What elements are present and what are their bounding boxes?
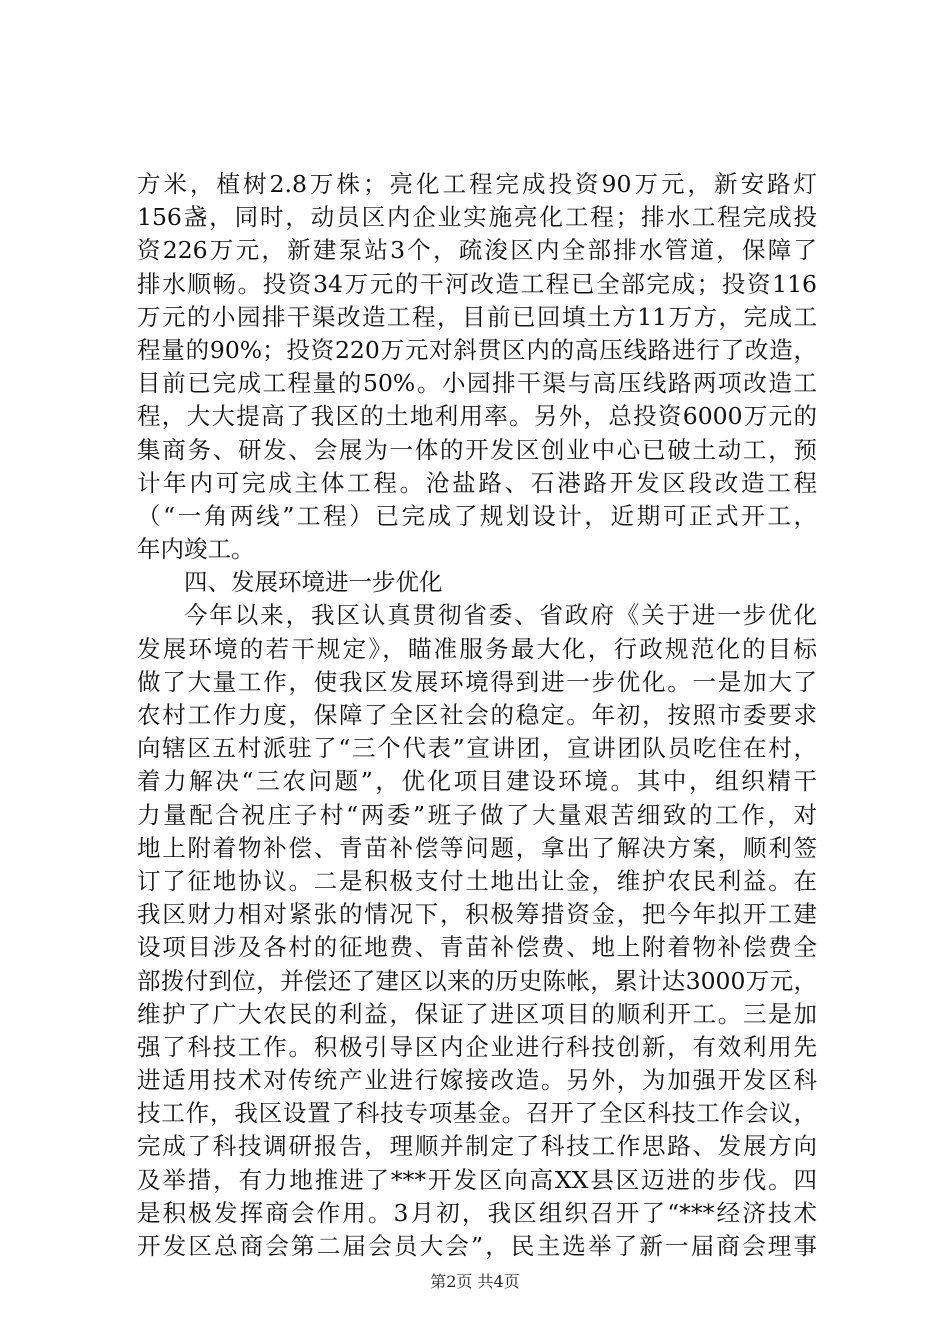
paragraph-line: 年内竣工。: [137, 535, 255, 564]
paragraph-line: 做了大量工作，使我区发展环境得到进一步优化。一是加大了: [137, 667, 817, 696]
paragraph-line: 156盏，同时，动员区内企业实施亮化工程；排水工程完成投: [137, 203, 817, 232]
paragraph-line: 技工作，我区设置了科技专项基金。召开了全区科技工作会议，: [137, 1099, 817, 1128]
paragraph-line: （“一角两线”工程）已完成了规划设计，近期可正式开工，: [137, 501, 817, 530]
paragraph-line: 着力解决“三农问题”，优化项目建设环境。其中，组织精干: [137, 767, 817, 796]
paragraph-line: 农村工作力度，保障了全区社会的稳定。年初，按照市委要求: [137, 701, 817, 729]
page-footer: 第2页 共4页: [430, 1272, 520, 1291]
paragraph-line: 排水顺畅。投资34万元的干河改造工程已全部完成；投资116: [137, 269, 817, 298]
paragraph-line: 向辖区五村派驻了“三个代表”宣讲团，宣讲团队员吃住在村，: [137, 734, 817, 763]
paragraph-line: 力量配合祝庄子村“两委”班子做了大量艰苦细致的工作，对: [137, 800, 817, 829]
section-heading: 四、发展环境进一步优化: [184, 568, 443, 597]
paragraph-line: 维护了广大农民的利益，保证了进区项目的顺利开工。三是加: [137, 999, 817, 1028]
paragraph-line: 集商务、研发、会展为一体的开发区创业中心已破土动工，预: [137, 435, 817, 464]
paragraph-line: 我区财力相对紧张的情况下，积极筹措资金，把今年拟开工建: [137, 900, 817, 929]
paragraph-line: 及举措，有力地推进了***开发区向高XX县区迈进的步伐。四: [137, 1165, 817, 1194]
paragraph-line: 程量的90%；投资220万元对斜贯区内的高压线路进行了改造，: [137, 335, 817, 364]
paragraph-line: 地上附着物补偿、青苗补偿等问题，拿出了解决方案，顺利签: [137, 833, 817, 862]
paragraph-line: 强了科技工作。积极引导区内企业进行科技创新，有效利用先: [137, 1032, 817, 1061]
paragraph-line: 设项目涉及各村的征地费、青苗补偿费、地上附着物补偿费全: [137, 933, 817, 962]
paragraph-line: 完成了科技调研报告，理顺并制定了科技工作思路、发展方向: [137, 1132, 817, 1161]
paragraph-line: 方米，植树2.8万株；亮化工程完成投资90万元，新安路灯: [137, 170, 817, 198]
paragraph-line: 程，大大提高了我区的土地利用率。另外，总投资6000万元的: [137, 402, 817, 431]
paragraph-line: 部拨付到位，并偿还了建区以来的历史陈帐，累计达3000万元，: [137, 966, 817, 995]
paragraph-line: 是积极发挥商会作用。3月初，我区组织召开了“***经济技术: [137, 1198, 817, 1227]
paragraph-line: 万元的小园排干渠改造工程，目前已回填土方11万方，完成工: [137, 302, 817, 331]
paragraph-line: 计年内可完成主体工程。沧盐路、石港路开发区段改造工程: [137, 468, 817, 497]
paragraph-line: 今年以来，我区认真贯彻省委、省政府《关于进一步优化: [184, 601, 817, 630]
body-text: [137, 168, 817, 1263]
paragraph-line: 发展环境的若干规定》，瞄准服务最大化，行政规范化的目标: [137, 634, 817, 663]
paragraph-line: 资226万元，新建泵站3个，疏浚区内全部排水管道，保障了: [137, 236, 817, 265]
paragraph-line: 进适用技术对传统产业进行嫁接改造。另外，为加强开发区科: [137, 1066, 817, 1095]
paragraph-line: 目前已完成工程量的50%。小园排干渠与高压线路两项改造工: [137, 369, 817, 398]
paragraph-line: 开发区总商会第二届会员大会”，民主选举了新一届商会理事: [137, 1232, 817, 1260]
paragraph-line: 订了征地协议。二是积极支付土地出让金，维护农民利益。在: [137, 866, 817, 895]
